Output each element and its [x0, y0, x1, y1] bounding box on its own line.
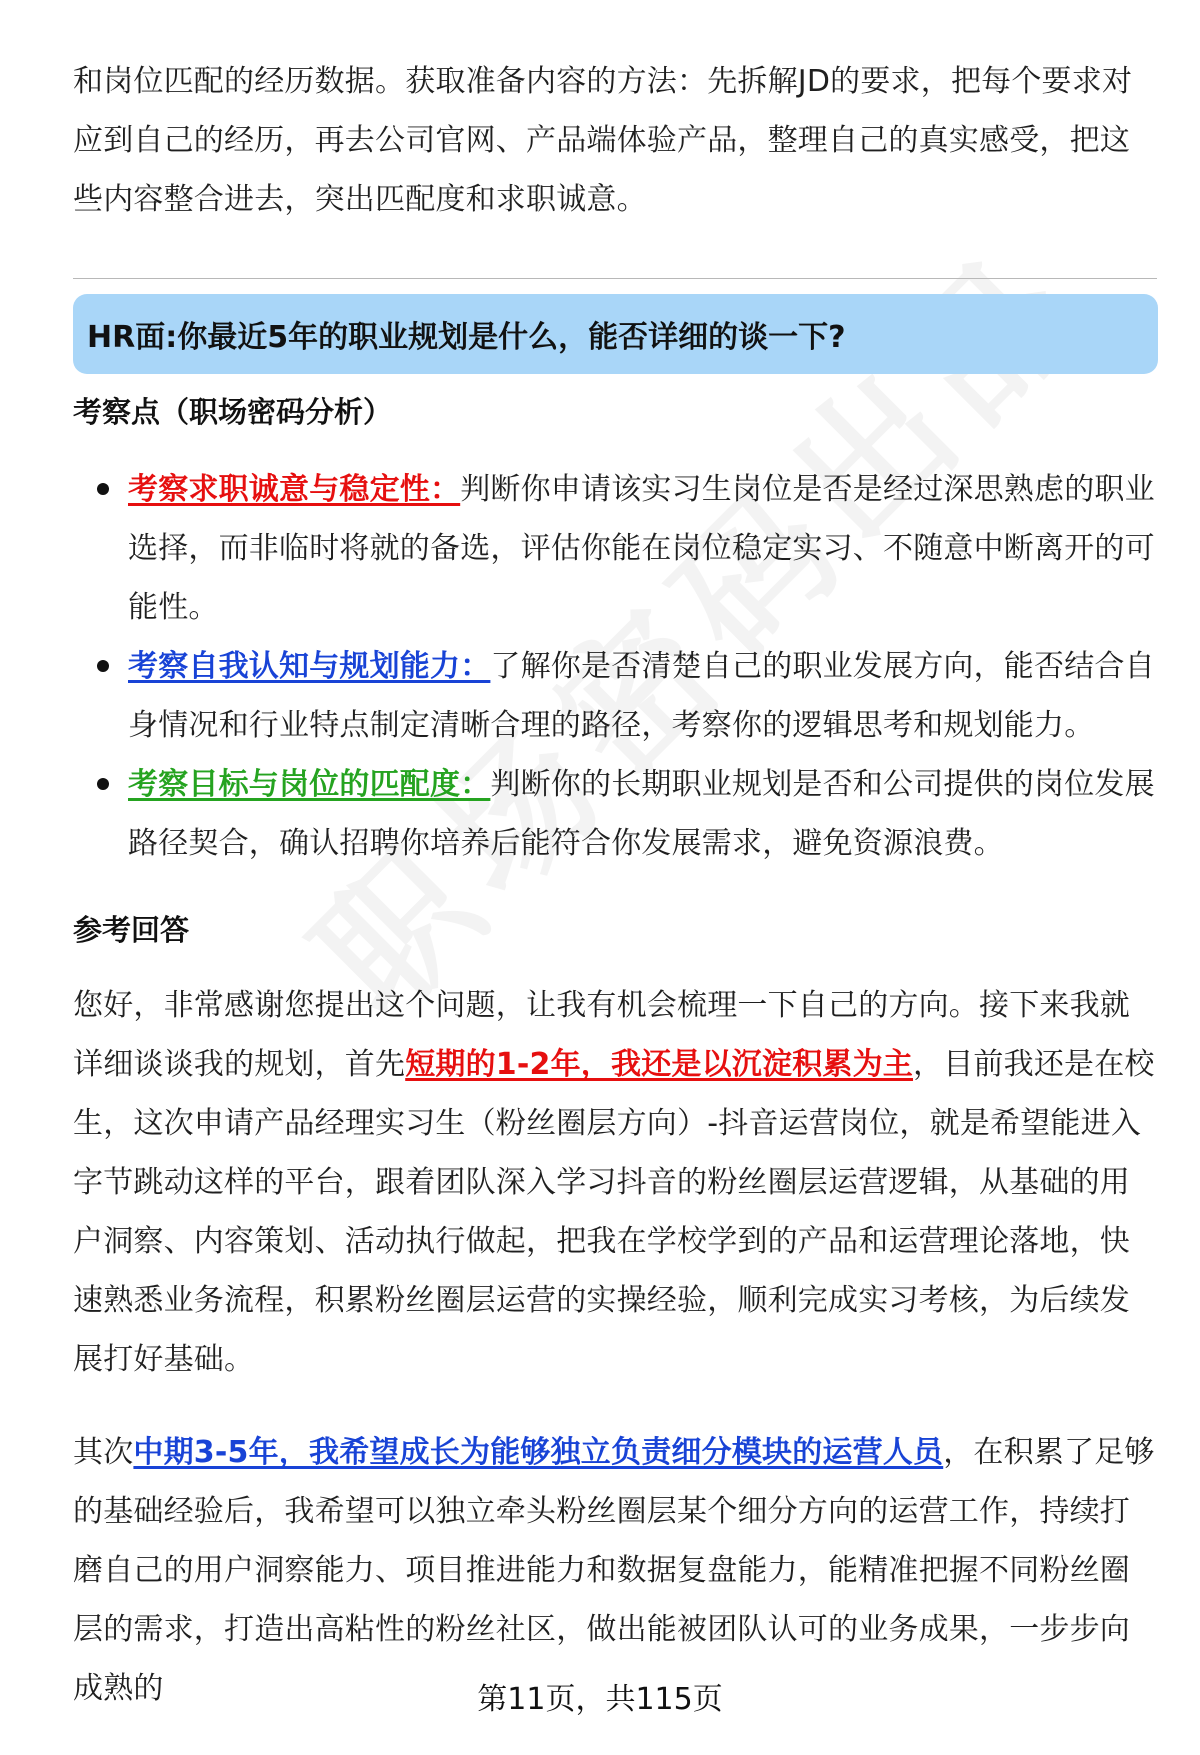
bullet-icon — [97, 778, 109, 790]
answer-text: 其次 — [73, 1435, 134, 1470]
question-text: HR面:你最近5年的职业规划是什么，能否详细的谈一下? — [87, 320, 846, 355]
answer-text: ，目前我还是在校生，这次申请产品经理实习生（粉丝圈层方向）-抖音运营岗位，就是希望能进入字节跳动这样的平台，跟着团队深入学习抖音的粉丝圈层运营逻辑，从基础的用户洞察、内容策划、活动执行做起，把我在学校学到的产品和运营理论落地，快速熟悉业务流程，积累粉丝圈层运营的实操经验，顺利完成实习考核，为后续发展打好基础。 — [73, 1047, 1155, 1377]
answer-highlight-mid-term: 中期3-5年，我希望成长为能够独立负责细分模块的运营人员 — [133, 1435, 944, 1470]
answer-text: 您好，非常感谢您提出这个问题，让我有机会梳理一下自己的方向。接下来我就详细谈谈我的规划，首先 — [73, 988, 1130, 1082]
point-tag: 考察目标与岗位的匹配度： — [128, 767, 491, 802]
answer-highlight-short-term: 短期的1-2年，我还是以沉淀积累为主 — [405, 1047, 914, 1082]
point-text: 了解你是否清楚自己的职业发展方向，能否结合自身情况和行业特点制定清晰合理的路径，考察你的逻辑思考和规划能力。 — [128, 649, 1155, 743]
section-divider — [73, 278, 1157, 279]
point-text: 判断你申请该实习生岗位是否是经过深思熟虑的职业选择，而非临时将就的备选，评估你能在岗位稳定实习、不随意中断离开的可能性。 — [128, 472, 1155, 625]
intro-paragraph: 和岗位匹配的经历数据。获取准备内容的方法：先拆解JD的要求，把每个要求对应到自己的经历，再去公司官网、产品端体验产品，整理自己的真实感受，把这些内容整合进去，突出匹配度和求职诚意。 — [73, 64, 1133, 217]
section-title-answer: 参考回答 — [73, 913, 190, 947]
section-title-points: 考察点（职场密码分析） — [73, 395, 393, 429]
page-number: 第11页，共115页 — [477, 1682, 723, 1717]
points-list — [73, 460, 1158, 873]
bullet-icon — [97, 660, 109, 672]
point-tag: 考察求职诚意与稳定性： — [128, 472, 461, 507]
list-item — [73, 460, 1158, 637]
bullet-icon — [97, 483, 109, 495]
answer-paragraph-1 — [73, 976, 1158, 1389]
answer-text: ，在积累了足够的基础经验后，我希望可以独立牵头粉丝圈层某个细分方向的运营工作，持续打磨自己的用户洞察能力、项目推进能力和数据复盘能力，能精准把握不同粉丝圈层的需求，打造出高粘性的粉丝社区，做出能被团队认可的业务成果，一步步向成熟的 — [73, 1435, 1155, 1706]
list-item — [73, 637, 1158, 755]
question-box — [73, 294, 1158, 374]
list-item — [73, 755, 1158, 873]
point-text: 判断你的长期职业规划是否和公司提供的岗位发展路径契合，确认招聘你培养后能符合你发展需求，避免资源浪费。 — [128, 767, 1155, 861]
point-tag: 考察自我认知与规划能力： — [128, 649, 491, 684]
